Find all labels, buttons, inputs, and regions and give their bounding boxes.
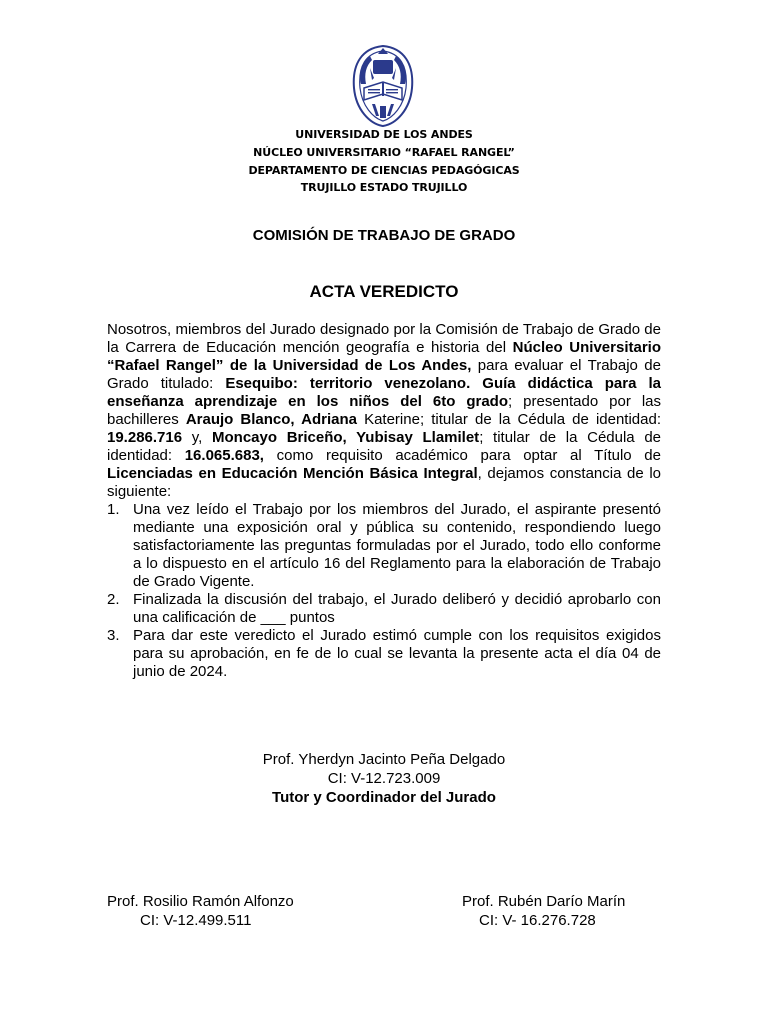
intro-text: y, <box>182 429 212 446</box>
student-id-2: 16.065.683, <box>184 447 264 464</box>
jury-signature-right <box>462 892 625 930</box>
degree-title: Licenciadas en Educación Mención Básica Integral <box>107 465 478 482</box>
student-name-1: Araujo Blanco, Adriana <box>185 411 357 428</box>
acta-body <box>107 321 661 681</box>
tutor-name: Prof. Yherdyn Jacinto Peña Delgado <box>262 751 506 768</box>
student-id-1: 19.286.716 <box>107 429 183 446</box>
list-number: 3. <box>107 627 120 644</box>
jury-id: CI: V-12.499.511 <box>140 912 252 929</box>
intro-text: , dejamos constancia de lo siguiente: <box>107 465 661 500</box>
jury-name: Prof. Rubén Darío Marín <box>462 893 626 910</box>
verdict-list <box>107 501 661 681</box>
document-title: ACTA VEREDICTO <box>309 282 459 301</box>
list-item-text: Para dar este veredicto el Jurado estimó cumple con los requisitos exigidos para su aprobación, en fe de lo cual se levanta la presente acta el día 04 de junio de 2024. <box>133 627 661 680</box>
tutor-role: Tutor y Coordinador del Jurado <box>272 789 496 806</box>
institution-bold: Núcleo Universitario “Rafael Rangel” de la Universidad de Los Andes, <box>107 339 661 374</box>
intro-text: como requisito académico para optar al Título de <box>263 447 661 464</box>
university-name: UNIVERSIDAD DE LOS ANDES <box>295 128 473 141</box>
intro-text: ; titular de la Cédula de identidad: <box>107 429 662 464</box>
list-item <box>107 501 661 591</box>
tutor-id: CI: V-12.723.009 <box>327 770 441 787</box>
list-item-text: Una vez leído el Trabajo por los miembros del Jurado, el aspirante presentó mediante una exposición oral y pública su contenido, respondiendo luego satisfactoriamente las preguntas formuladas por el Jurado, todo ello conforme a lo dispuesto en el artículo 16 del Reglamento para la elaboración de Trabajo de Grado Vigente. <box>133 501 661 590</box>
institution-header <box>0 126 768 197</box>
student-name-2: Moncayo Briceño, Yubisay Llamilet <box>212 429 480 446</box>
list-item <box>107 591 661 627</box>
list-item <box>107 627 661 681</box>
intro-text: para evaluar el Trabajo de Grado titulado: <box>107 357 661 392</box>
jury-name: Prof. Rosilio Ramón Alfonzo <box>107 893 294 910</box>
commission-title: COMISIÓN DE TRABAJO DE GRADO <box>252 227 516 244</box>
jury-signature-left <box>107 892 294 930</box>
list-number: 2. <box>107 591 120 608</box>
nucleus-name: NÚCLEO UNIVERSITARIO “RAFAEL RANGEL” <box>253 145 515 159</box>
list-item-text: Finalizada la discusión del trabajo, el Jurado deliberó y decidió aprobarlo con una calificación de ___ puntos <box>133 591 661 626</box>
university-seal-icon <box>348 44 418 128</box>
jury-id: CI: V- 16.276.728 <box>479 912 596 929</box>
department-name: DEPARTAMENTO DE CIENCIAS PEDAGÓGICAS <box>248 163 520 177</box>
intro-paragraph <box>107 321 661 501</box>
intro-text: Katerine; titular de la Cédula de identidad: <box>356 411 662 428</box>
intro-text: Nosotros, miembros del Jurado designado por la Comisión de Trabajo de Grado de la Carrera de Educación mención geografía e historia del <box>107 321 661 356</box>
thesis-title: Esequibo: territorio venezolano. Guía didáctica para la enseñanza aprendizaje en los niños del 6to grado <box>107 375 661 410</box>
location-line: TRUJILLO ESTADO TRUJILLO <box>300 181 468 195</box>
tutor-signature-block <box>0 750 768 807</box>
intro-text: ; presentado por las bachilleres <box>107 393 661 428</box>
list-number: 1. <box>107 501 120 518</box>
